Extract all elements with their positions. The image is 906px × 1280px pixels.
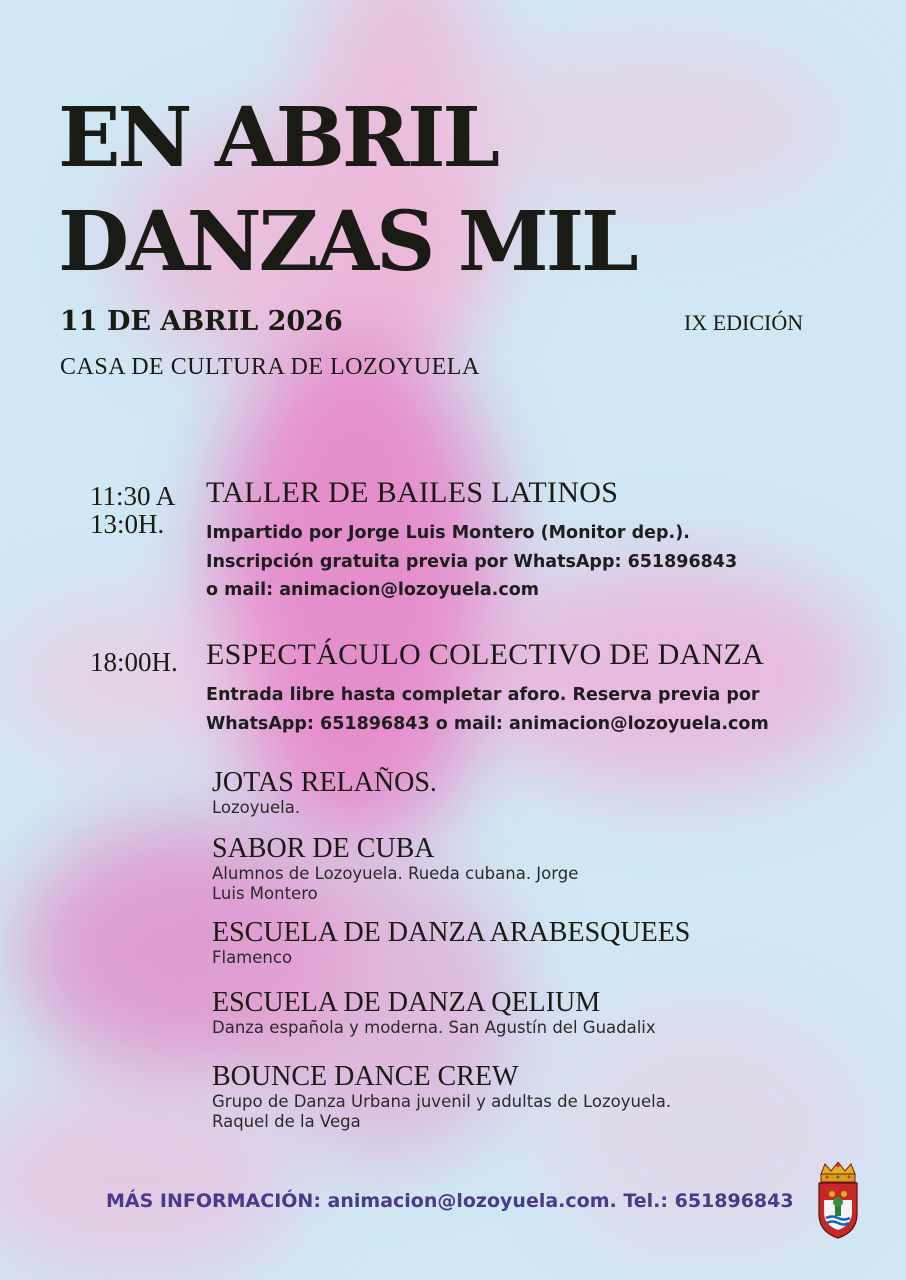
group-name: ESCUELA DE DANZA ARABESQUEES — [212, 917, 691, 948]
group-name: SABOR DE CUBA — [212, 833, 435, 864]
group-item — [212, 918, 690, 968]
event-date: 11 DE ABRIL 2026 — [60, 306, 343, 337]
group-desc: Raquel de la Vega — [212, 1112, 361, 1131]
venue-label: CASA DE CULTURA DE LOZOYUELA — [60, 354, 480, 380]
event-time-start: 18:00H. — [90, 647, 178, 677]
event-title: TALLER DE BAILES LATINOS — [206, 476, 619, 509]
event-time — [90, 648, 178, 676]
event-desc-line: Impartido por Jorge Luis Montero (Monitor dep.). — [206, 523, 690, 543]
group-name: ESCUELA DE DANZA QELIUM — [212, 987, 601, 1018]
group-item — [212, 834, 578, 904]
event-time — [90, 482, 175, 538]
group-name: BOUNCE DANCE CREW — [212, 1061, 519, 1092]
more-info-footer: MÁS INFORMACIÓN: animacion@lozoyuela.com. Tel.: 651896843 — [106, 1190, 794, 1212]
event-description — [206, 519, 737, 605]
group-desc: Danza española y moderna. San Agustín del Guadalix — [212, 1018, 656, 1037]
group-desc: Lozoyuela. — [212, 798, 301, 817]
event-desc-line: Entrada libre hasta completar aforo. Reserva previa por — [206, 685, 760, 705]
group-item — [212, 988, 656, 1038]
coat-of-arms-icon — [815, 1162, 861, 1240]
event-description — [206, 681, 769, 738]
poster-title — [58, 86, 636, 294]
group-name: JOTAS RELAÑOS. — [212, 767, 437, 798]
group-desc: Alumnos de Lozoyuela. Rueda cubana. Jorge — [212, 864, 579, 883]
event-time-start: 11:30 A — [90, 481, 176, 511]
group-desc: Flamenco — [212, 948, 293, 967]
group-item — [212, 1062, 671, 1132]
title-line-1: EN ABRIL — [58, 90, 498, 186]
group-desc: Grupo de Danza Urbana juvenil y adultas de Lozoyuela. — [212, 1092, 672, 1111]
event-time-end: 13:0H. — [90, 509, 165, 539]
event-desc-line: WhatsApp: 651896843 o mail: animacion@lozoyuela.com — [206, 713, 769, 734]
edition-label: IX EDICIÓN — [684, 310, 804, 335]
event-title: ESPECTÁCULO COLECTIVO DE DANZA — [206, 638, 765, 671]
title-line-2: DANZAS MIL — [58, 194, 636, 290]
group-desc: Luis Montero — [212, 884, 318, 903]
group-item — [212, 768, 437, 818]
event-desc-line: Inscripción gratuita previa por WhatsApp: 651896843 — [206, 551, 738, 572]
event-desc-line: o mail: animacion@lozoyuela.com — [206, 580, 539, 600]
